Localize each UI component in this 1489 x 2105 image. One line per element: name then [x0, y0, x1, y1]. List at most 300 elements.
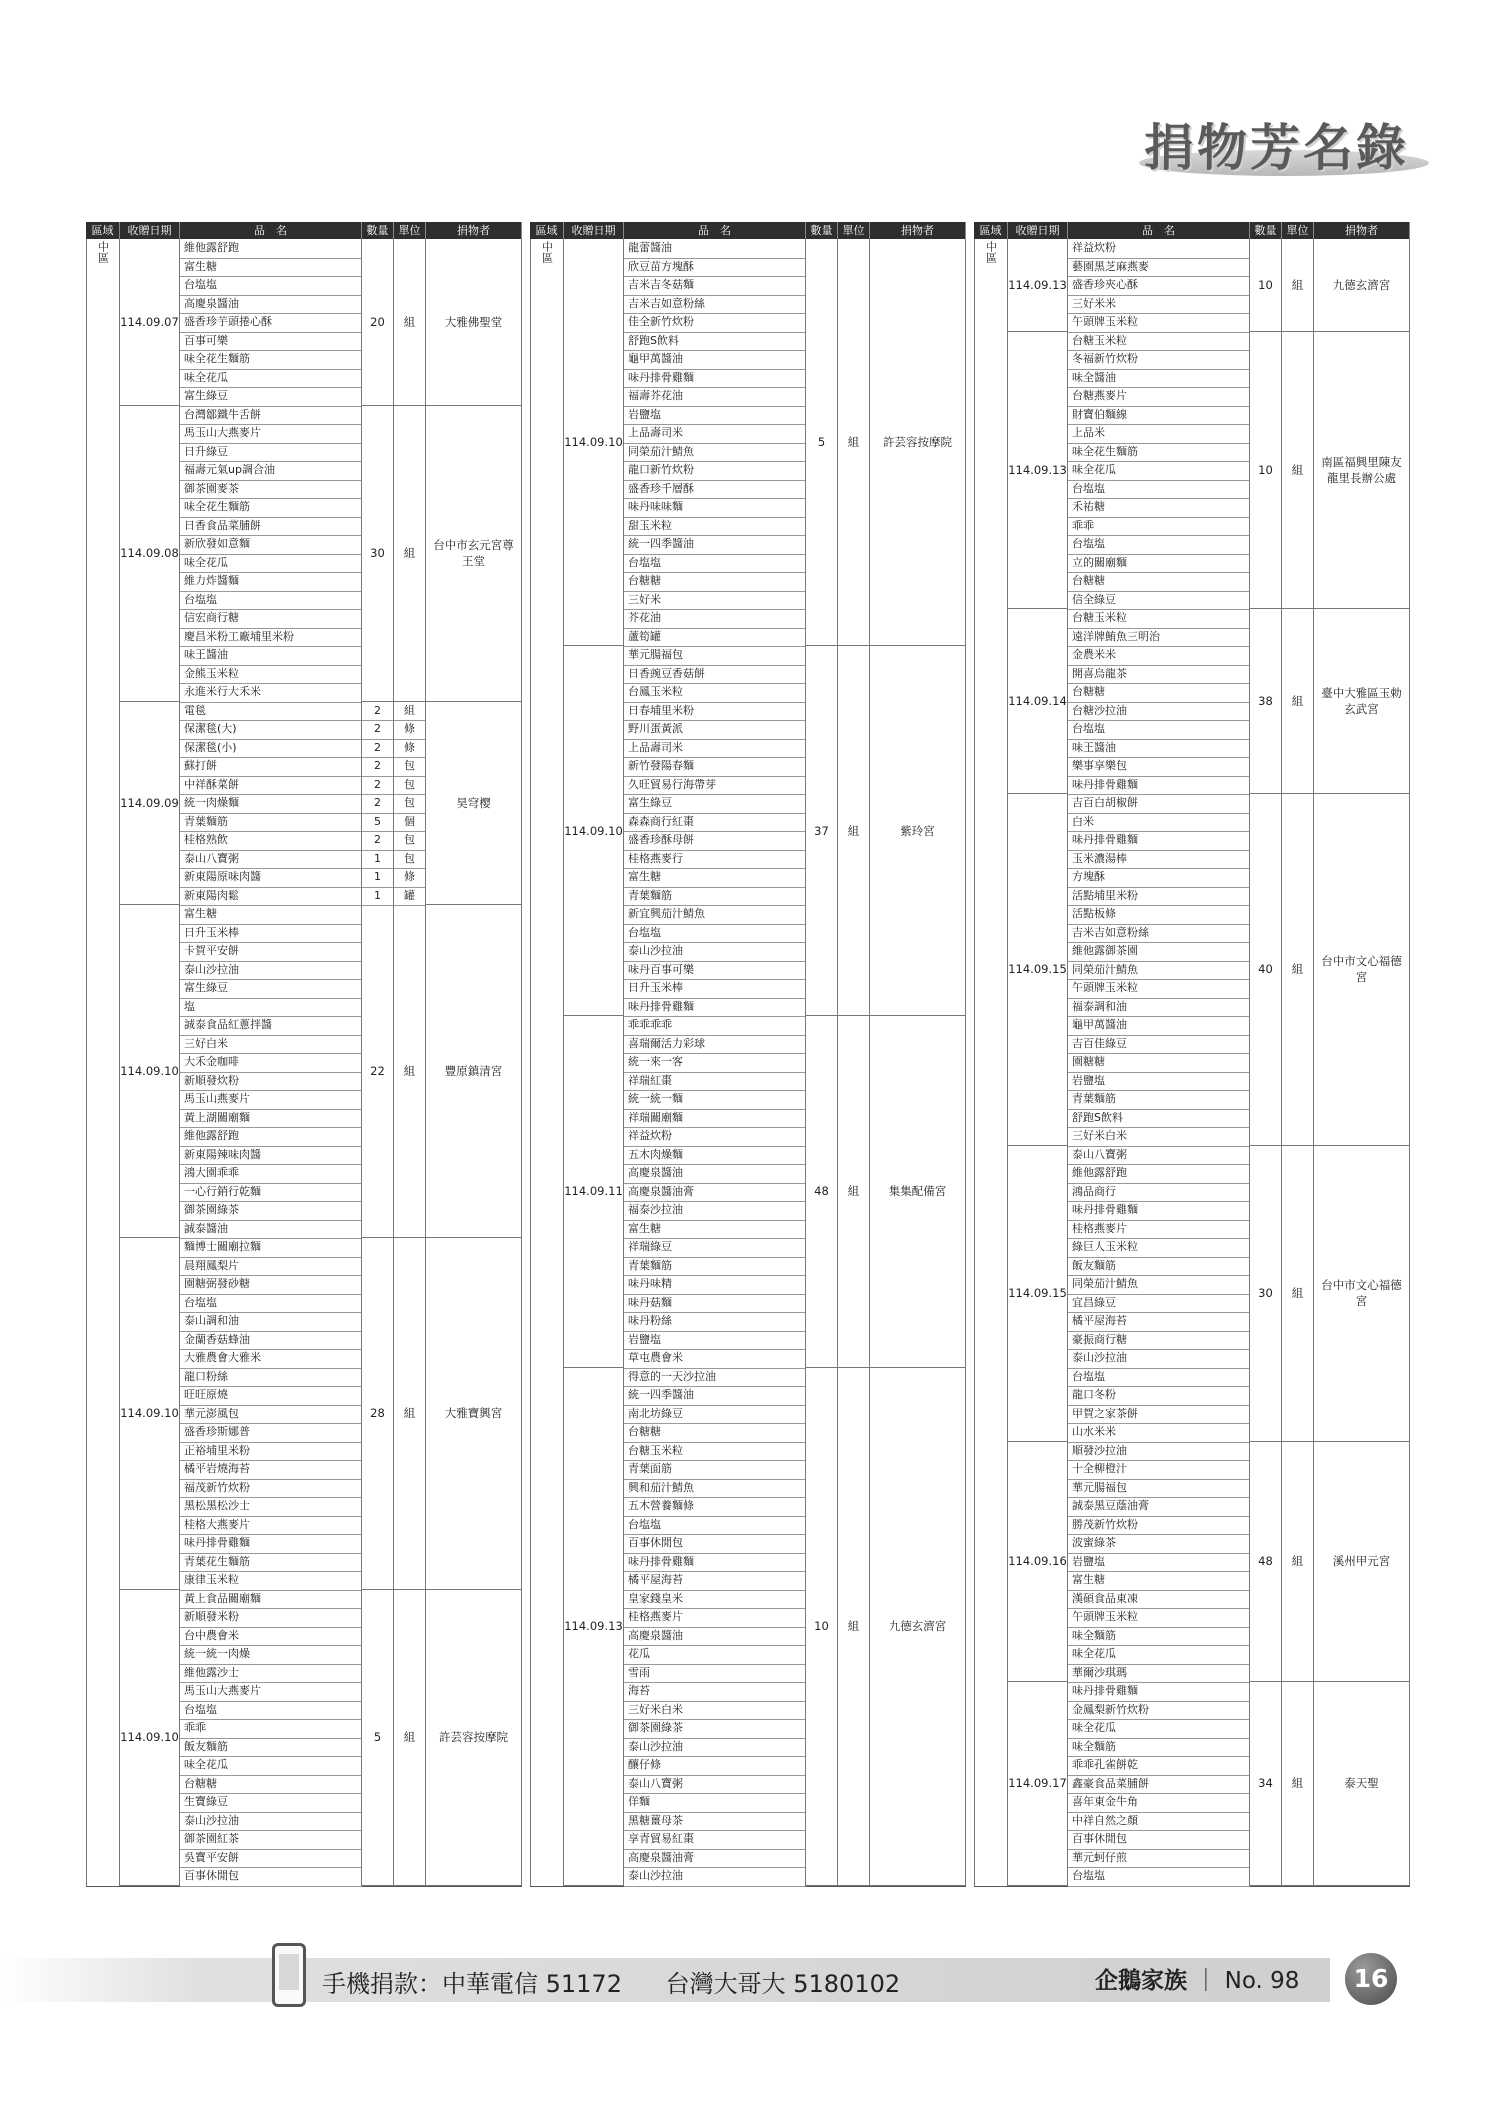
donation-date: 114.09.14 [1008, 609, 1068, 794]
item-name: 馬玉山大燕麥片 [180, 1682, 362, 1702]
item-name: 味全花瓜 [1068, 461, 1250, 481]
item-name: 味丹排骨雞麵 [180, 1534, 362, 1554]
item-name: 三好米米 [1068, 295, 1250, 315]
group-unit: 組 [1282, 332, 1314, 610]
item-name: 十全柳橙汁 [1068, 1460, 1250, 1480]
item-name: 園糖弼發砂糖 [180, 1275, 362, 1295]
item-name: 百事休閒包 [1068, 1830, 1250, 1850]
item-name: 味丹排骨雞麵 [1068, 776, 1250, 796]
item-name: 日升玉米棒 [180, 924, 362, 944]
donation-table-1 [86, 222, 522, 1887]
header-cell: 單位 [838, 222, 870, 239]
item-name: 乖乖乖乖 [624, 1016, 806, 1036]
item-name: 祥瑞關廟麵 [624, 1109, 806, 1129]
item-name: 盛香珍千層酥 [624, 480, 806, 500]
item-name: 台糖糖 [180, 1775, 362, 1795]
item-name: 鴻品商行 [1068, 1183, 1250, 1203]
item-name: 龜甲萬醬油 [1068, 1016, 1250, 1036]
item-name: 岩鹽塩 [1068, 1553, 1250, 1573]
item-name: 黑糖薑母茶 [624, 1812, 806, 1832]
item-unit: 條 [394, 720, 426, 740]
item-name: 富生糖 [180, 258, 362, 278]
header-cell: 數量 [362, 222, 394, 239]
group-unit: 組 [1282, 794, 1314, 1146]
item-name: 財寶伯麵線 [1068, 406, 1250, 426]
group-qty: 22 [362, 905, 394, 1238]
item-name: 金熊玉米粒 [180, 665, 362, 685]
item-name: 新順發米粉 [180, 1608, 362, 1628]
item-name: 信全綠豆 [1068, 591, 1250, 611]
footer-donation-info [322, 1964, 936, 1999]
item-name: 新宜興茄汁鯖魚 [624, 905, 806, 925]
item-name: 味王醬油 [180, 646, 362, 666]
donor-name: 台中市玄元宮尊王堂 [426, 406, 522, 702]
item-name: 台鳳玉米粒 [624, 683, 806, 703]
item-name: 泰山沙拉油 [624, 1738, 806, 1758]
item-name: 龜甲萬醬油 [624, 350, 806, 370]
item-name: 上品米 [1068, 424, 1250, 444]
magazine-title: 企鵝家族 [1095, 1968, 1187, 1994]
item-name: 金蘭香菇蜂油 [180, 1331, 362, 1351]
item-name: 味全花生麵筋 [180, 498, 362, 518]
item-name: 三好米 [624, 591, 806, 611]
item-name: 泰山沙拉油 [624, 942, 806, 962]
header-cell: 區域 [974, 222, 1008, 239]
donation-date: 114.09.13 [564, 1368, 624, 1886]
item-name: 龍蕾醬油 [624, 239, 806, 259]
item-name: 新順發炊粉 [180, 1072, 362, 1092]
group-unit: 組 [1282, 1442, 1314, 1683]
item-name: 新東陽肉鬆 [180, 887, 362, 907]
header-cell: 收贈日期 [1008, 222, 1068, 239]
group-qty: 20 [362, 239, 394, 406]
item-name: 御茶園綠茶 [180, 1201, 362, 1221]
item-name: 台糖玉米粒 [624, 1442, 806, 1462]
item-name: 開喜烏龍茶 [1068, 665, 1250, 685]
item-name: 台塩塩 [1068, 720, 1250, 740]
group-unit: 組 [394, 239, 426, 406]
group-qty: 30 [1250, 1146, 1282, 1442]
item-name: 塩 [180, 998, 362, 1018]
item-name: 味丹排骨雞麵 [1068, 1682, 1250, 1702]
header-cell: 收贈日期 [564, 222, 624, 239]
item-unit: 組 [394, 702, 426, 722]
item-qty: 2 [362, 776, 394, 796]
item-qty: 2 [362, 739, 394, 759]
item-name: 釀仔條 [624, 1756, 806, 1776]
item-name: 誠泰醬油 [180, 1220, 362, 1240]
item-name: 久旺貿易行海帶芽 [624, 776, 806, 796]
item-unit: 包 [394, 850, 426, 870]
item-name: 新東陽原味肉醬 [180, 868, 362, 888]
item-name: 花瓜 [624, 1645, 806, 1665]
item-name: 山水米米 [1068, 1423, 1250, 1443]
item-name: 桂格熟飲 [180, 831, 362, 851]
item-name: 味全麵筋 [1068, 1738, 1250, 1758]
item-name: 誠泰食品紅蔥拌醬 [180, 1016, 362, 1036]
item-name: 白米 [1068, 813, 1250, 833]
item-name: 野川蛋黃派 [624, 720, 806, 740]
donor-name: 台中市文心福德宮 [1314, 794, 1410, 1146]
item-name: 冬福新竹炊粉 [1068, 350, 1250, 370]
item-name: 豪振商行糖 [1068, 1331, 1250, 1351]
item-name: 五木營養麵條 [624, 1497, 806, 1517]
donor-name: 紫玲宮 [870, 646, 966, 1016]
item-name: 馬玉山燕麥片 [180, 1090, 362, 1110]
item-name: 宜昌綠豆 [1068, 1294, 1250, 1314]
item-name: 岩鹽塩 [1068, 1072, 1250, 1092]
item-name: 享青貿易紅棗 [624, 1830, 806, 1850]
item-name: 雪雨 [624, 1664, 806, 1684]
item-name: 味全麵筋 [1068, 1627, 1250, 1647]
item-name: 欣豆苗方塊酥 [624, 258, 806, 278]
item-name: 佯麵 [624, 1793, 806, 1813]
item-name: 海苔 [624, 1682, 806, 1702]
item-unit: 包 [394, 831, 426, 851]
item-name: 電毯 [180, 702, 362, 722]
item-qty: 2 [362, 720, 394, 740]
item-name: 三好米白米 [1068, 1127, 1250, 1147]
region-cell: 中區 [86, 239, 120, 1886]
item-name: 龍口新竹炊粉 [624, 461, 806, 481]
item-name: 蘇打餅 [180, 757, 362, 777]
item-name: 百事休閒包 [180, 1867, 362, 1887]
item-name: 統一四季醬油 [624, 535, 806, 555]
item-qty: 1 [362, 887, 394, 907]
item-name: 草屯農會米 [624, 1349, 806, 1369]
item-name: 午頭牌玉米粒 [1068, 313, 1250, 333]
item-name: 味全花瓜 [180, 369, 362, 389]
item-name: 蘆筍罐 [624, 628, 806, 648]
item-name: 桂格燕麥片 [624, 1608, 806, 1628]
item-name: 御茶園紅茶 [180, 1830, 362, 1850]
donation-date: 114.09.13 [1008, 239, 1068, 332]
item-qty: 2 [362, 831, 394, 851]
group-unit: 組 [394, 905, 426, 1238]
item-name: 台糖玉米粒 [1068, 332, 1250, 352]
donor-name: 許芸容按摩院 [870, 239, 966, 646]
table-header [974, 222, 1410, 239]
table-header [530, 222, 966, 239]
header-cell: 捐物者 [426, 222, 522, 239]
magazine-name: 企鵝家族 ｜ No. 98 [1095, 1968, 1300, 1994]
item-unit: 條 [394, 739, 426, 759]
item-name: 味全醬油 [1068, 369, 1250, 389]
item-name: 福壽元氣up調合油 [180, 461, 362, 481]
group-qty: 38 [1250, 609, 1282, 794]
item-name: 盛香珍芋頭捲心酥 [180, 313, 362, 333]
footer-cht-label: 手機捐款：中華電信 51172 [322, 1970, 622, 1998]
item-name: 日升玉米棒 [624, 979, 806, 999]
table-body [974, 239, 1410, 1887]
item-name: 泰山沙拉油 [1068, 1349, 1250, 1369]
item-name: 台塩塩 [624, 1516, 806, 1536]
item-name: 南北坊綠豆 [624, 1405, 806, 1425]
item-name: 馬玉山大燕麥片 [180, 424, 362, 444]
item-name: 富生綠豆 [180, 387, 362, 407]
item-name: 福泰沙拉油 [624, 1201, 806, 1221]
item-name: 橘平屋海苔 [1068, 1312, 1250, 1332]
item-name: 生寶綠豆 [180, 1793, 362, 1813]
item-name: 味丹排骨雞麵 [624, 369, 806, 389]
item-name: 金農米米 [1068, 646, 1250, 666]
item-name: 味全花瓜 [180, 554, 362, 574]
item-name: 台塩塩 [1068, 1368, 1250, 1388]
group-qty: 10 [1250, 239, 1282, 332]
donor-name: 溪州甲元宮 [1314, 1442, 1410, 1683]
item-name: 勝茂新竹炊粉 [1068, 1516, 1250, 1536]
group-unit: 組 [394, 1238, 426, 1590]
group-qty: 48 [806, 1016, 838, 1368]
item-name: 味全花生麵筋 [1068, 443, 1250, 463]
item-name: 遠洋牌鮪魚三明治 [1068, 628, 1250, 648]
group-unit: 組 [838, 239, 870, 646]
item-name: 日春埔里米粉 [624, 702, 806, 722]
item-name: 味全花瓜 [1068, 1719, 1250, 1739]
item-name: 統一四季醬油 [624, 1386, 806, 1406]
header-cell: 數量 [806, 222, 838, 239]
item-name: 吉米吉如意粉絲 [624, 295, 806, 315]
item-name: 台塩塩 [624, 554, 806, 574]
item-name: 台糖玉米粒 [1068, 609, 1250, 629]
item-name: 青葉麵筋 [624, 1257, 806, 1277]
footer-twm-label: 台灣大哥大 5180102 [665, 1970, 901, 1998]
item-name: 福壽芥花油 [624, 387, 806, 407]
item-name: 岩鹽塩 [624, 1331, 806, 1351]
donation-date: 114.09.17 [1008, 1682, 1068, 1886]
item-name: 台塩塩 [1068, 480, 1250, 500]
item-name: 桂格燕麥行 [624, 850, 806, 870]
item-name: 青葉面筋 [624, 1460, 806, 1480]
item-name: 統一來一客 [624, 1053, 806, 1073]
item-name: 味全花瓜 [1068, 1645, 1250, 1665]
item-name: 乖乖 [180, 1719, 362, 1739]
item-name: 上品壽司米 [624, 424, 806, 444]
item-name: 信宏商行糖 [180, 609, 362, 629]
item-name: 金鳳梨新竹炊粉 [1068, 1701, 1250, 1721]
item-name: 佳全新竹炊粉 [624, 313, 806, 333]
mobile-phone-icon [272, 1943, 306, 2007]
region-cell: 中區 [530, 239, 564, 1886]
donor-name: 豐原鎮清宮 [426, 905, 522, 1238]
item-name: 吉百白胡椒餅 [1068, 794, 1250, 814]
item-name: 台糖燕麥片 [1068, 387, 1250, 407]
donation-date: 114.09.11 [564, 1016, 624, 1368]
item-name: 乖乖 [1068, 517, 1250, 537]
item-name: 盛香珍夾心酥 [1068, 276, 1250, 296]
item-name: 舒跑S飲料 [624, 332, 806, 352]
item-name: 甜玉米粒 [624, 517, 806, 537]
donation-date: 114.09.10 [564, 646, 624, 1016]
header-cell: 區域 [86, 222, 120, 239]
item-name: 鴻大園乖乖 [180, 1164, 362, 1184]
item-name: 方塊酥 [1068, 868, 1250, 888]
item-name: 興和茄汁鯖魚 [624, 1479, 806, 1499]
item-name: 台塩塩 [1068, 535, 1250, 555]
group-qty: 34 [1250, 1682, 1282, 1886]
donation-date: 114.09.10 [120, 1590, 180, 1886]
item-name: 高慶泉醬油膏 [624, 1183, 806, 1203]
group-unit: 組 [838, 1016, 870, 1368]
donation-table-3 [974, 222, 1410, 1887]
item-name: 味丹排骨雞麵 [624, 1553, 806, 1573]
item-name: 桂格大燕麥片 [180, 1516, 362, 1536]
item-name: 華元蚵仔煎 [1068, 1849, 1250, 1869]
item-name: 泰山八寶粥 [1068, 1146, 1250, 1166]
donor-name: 許芸容按摩院 [426, 1590, 522, 1886]
item-unit: 罐 [394, 887, 426, 907]
item-name: 味丹百事可樂 [624, 961, 806, 981]
item-name: 乖乖孔雀餅乾 [1068, 1756, 1250, 1776]
donor-name: 大雅寶興宮 [426, 1238, 522, 1590]
donation-date: 114.09.09 [120, 702, 180, 906]
donation-date: 114.09.10 [564, 239, 624, 646]
item-name: 漢碩食品東凍 [1068, 1590, 1250, 1610]
item-name: 樂事享樂包 [1068, 757, 1250, 777]
item-name: 上品壽司米 [624, 739, 806, 759]
item-name: 台糖糖 [624, 1423, 806, 1443]
item-name: 祥瑞紅棗 [624, 1072, 806, 1092]
group-qty: 10 [806, 1368, 838, 1886]
table-body [86, 239, 522, 1887]
donor-name: 臺中大雅區玉勅玄武宮 [1314, 609, 1410, 794]
header-cell: 單位 [1282, 222, 1314, 239]
region-cell: 中區 [974, 239, 1008, 1886]
group-qty: 5 [362, 1590, 394, 1886]
item-name: 台塩塩 [624, 924, 806, 944]
item-name: 百事休閒包 [624, 1534, 806, 1554]
item-name: 晨翔鳳梨片 [180, 1257, 362, 1277]
item-name: 新竹發陽春麵 [624, 757, 806, 777]
item-name: 黑松黑松沙士 [180, 1497, 362, 1517]
item-name: 高慶泉醬油 [624, 1164, 806, 1184]
item-name: 維力炸醬麵 [180, 572, 362, 592]
item-name: 台塩塩 [180, 1701, 362, 1721]
item-name: 黃上湖關廟麵 [180, 1109, 362, 1129]
item-name: 誠泰黑豆蔭油膏 [1068, 1497, 1250, 1517]
item-name: 富生綠豆 [624, 794, 806, 814]
item-name: 台糖糖 [1068, 572, 1250, 592]
donation-date: 114.09.13 [1008, 332, 1068, 610]
issue-number: No. 98 [1224, 1968, 1300, 1994]
item-name: 維他露御茶園 [1068, 942, 1250, 962]
item-name: 祥益炊粉 [624, 1127, 806, 1147]
item-name: 統一統一肉燥 [180, 1645, 362, 1665]
item-name: 吳寶平安餅 [180, 1849, 362, 1869]
donation-date: 114.09.10 [120, 1238, 180, 1590]
item-unit: 包 [394, 794, 426, 814]
item-name: 綠巨人玉米粒 [1068, 1238, 1250, 1258]
item-qty: 2 [362, 702, 394, 722]
group-qty: 37 [806, 646, 838, 1016]
item-name: 福泰調和油 [1068, 998, 1250, 1018]
item-name: 御茶園綠茶 [624, 1719, 806, 1739]
group-unit: 組 [1282, 609, 1314, 794]
group-unit: 組 [838, 646, 870, 1016]
item-name: 桂格燕麥片 [1068, 1220, 1250, 1240]
item-name: 大禾金咖啡 [180, 1053, 362, 1073]
item-name: 富生糖 [624, 1220, 806, 1240]
item-name: 同榮茄汁鯖魚 [624, 443, 806, 463]
item-qty: 1 [362, 850, 394, 870]
item-name: 一心行銷行乾麵 [180, 1183, 362, 1203]
item-name: 味丹排骨雞麵 [1068, 1201, 1250, 1221]
item-name: 富生糖 [1068, 1571, 1250, 1591]
item-name: 甲賀之家茶餅 [1068, 1405, 1250, 1425]
donor-name: 九德玄濟宮 [1314, 239, 1410, 332]
item-name: 日升綠豆 [180, 443, 362, 463]
item-name: 高慶泉醬油 [180, 295, 362, 315]
donation-date: 114.09.10 [120, 905, 180, 1238]
item-name: 味丹味味麵 [624, 498, 806, 518]
table-body [530, 239, 966, 1887]
item-unit: 包 [394, 757, 426, 777]
item-name: 台糖沙拉油 [1068, 702, 1250, 722]
item-name: 味全花生麵筋 [180, 350, 362, 370]
item-name: 華元腸福包 [624, 646, 806, 666]
item-name: 三好白米 [180, 1035, 362, 1055]
donation-date: 114.09.15 [1008, 794, 1068, 1146]
item-name: 味丹排骨雞麵 [624, 998, 806, 1018]
item-qty: 2 [362, 757, 394, 777]
item-name: 統一統一麵 [624, 1090, 806, 1110]
item-name: 岩鹽塩 [624, 406, 806, 426]
item-name: 午頭牌玉米粒 [1068, 1608, 1250, 1628]
donation-date: 114.09.07 [120, 239, 180, 406]
item-qty: 2 [362, 794, 394, 814]
donation-table-2 [530, 222, 966, 1887]
item-name: 青葉麵筋 [180, 813, 362, 833]
donor-name: 泰天聖 [1314, 1682, 1410, 1886]
item-name: 吉米吉冬菇麵 [624, 276, 806, 296]
group-qty: 30 [362, 406, 394, 702]
donation-date: 114.09.16 [1008, 1442, 1068, 1683]
group-unit: 組 [394, 1590, 426, 1886]
item-name: 保潔毯(小) [180, 739, 362, 759]
item-name: 新欣發如意麵 [180, 535, 362, 555]
item-name: 皇家錢皇米 [624, 1590, 806, 1610]
item-name: 台糖糖 [1068, 683, 1250, 703]
item-name: 祥益炊粉 [1068, 239, 1250, 259]
item-name: 禾祐糖 [1068, 498, 1250, 518]
item-name: 維他露沙士 [180, 1664, 362, 1684]
item-name: 午頭牌玉米粒 [1068, 979, 1250, 999]
item-name: 日香豌豆香菇餅 [624, 665, 806, 685]
table-header [86, 222, 522, 239]
donor-name: 昊穹樱 [426, 702, 522, 906]
item-name: 飯友麵筋 [180, 1738, 362, 1758]
item-name: 飯友麵筋 [1068, 1257, 1250, 1277]
item-name: 吉百佳綠豆 [1068, 1035, 1250, 1055]
item-name: 日香食品菜脯餅 [180, 517, 362, 537]
item-name: 橘平屋海苔 [624, 1571, 806, 1591]
item-name: 泰山調和油 [180, 1312, 362, 1332]
item-name: 台塩塩 [1068, 1867, 1250, 1887]
item-name: 味丹粉絲 [624, 1312, 806, 1332]
group-qty: 10 [1250, 332, 1282, 610]
item-unit: 包 [394, 776, 426, 796]
item-name: 同榮茄汁鯖魚 [1068, 961, 1250, 981]
item-name: 藝園黑芝麻燕麥 [1068, 258, 1250, 278]
item-name: 富生綠豆 [180, 979, 362, 999]
item-name: 五木肉燥麵 [624, 1146, 806, 1166]
item-name: 喜瑞爾活力彩球 [624, 1035, 806, 1055]
donor-name: 台中市文心福德宮 [1314, 1146, 1410, 1442]
item-name: 台塩塩 [180, 1294, 362, 1314]
item-name: 黃上食品關廟麵 [180, 1590, 362, 1610]
item-name: 橘平岩燒海苔 [180, 1460, 362, 1480]
item-name: 青葉花生麵筋 [180, 1553, 362, 1573]
